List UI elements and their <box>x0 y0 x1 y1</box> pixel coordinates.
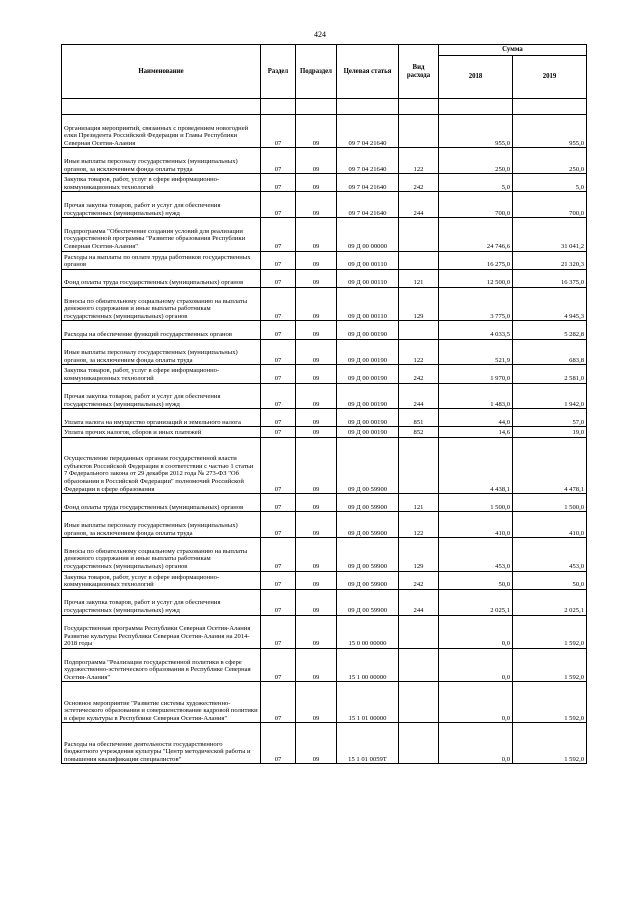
row-vid: 244 <box>399 383 439 409</box>
row-vid: 129 <box>399 538 439 571</box>
row-sum-2018: 0,0 <box>439 649 513 682</box>
row-name: Расходы на обеспечение деятельности государственного бюджетного учреждения культуры "Центр методической работы и повышения квалификации специалистов" <box>62 723 261 764</box>
row-celevaya: 09 Д 00 00110 <box>337 269 399 287</box>
table-row <box>62 287 587 320</box>
row-vid: 852 <box>399 427 439 438</box>
row-name: Основное мероприятие "Развитие системы художественно-эстетического образования и совершенствование кадровой политики в сфере культуры в Республике Северная Осетия-Алания" <box>62 682 261 723</box>
row-sum-2019: 4 945,3 <box>513 287 587 320</box>
row-vid <box>399 321 439 339</box>
header-summa: Сумма <box>439 45 587 56</box>
table-row <box>62 321 587 339</box>
row-celevaya: 09 Д 00 00190 <box>337 409 399 427</box>
row-celevaya: 15 1 00 00000 <box>337 649 399 682</box>
row-razdel: 07 <box>261 287 296 320</box>
row-name: Осуществление переданных органам государственной власти субъектов Российской Федерации в соответствии с частью 1 статьи 7 Федерального закона от 29 декабря 2012 года № 273-ФЗ "Об образовании в Российской Федерации" полномочий Российской Федерации в сфере образования <box>62 438 261 494</box>
row-sum-2019: 410,0 <box>513 512 587 538</box>
row-sum-2019: 453,0 <box>513 538 587 571</box>
row-celevaya: 15 0 00 00000 <box>337 615 399 648</box>
row-razdel: 07 <box>261 589 296 615</box>
row-sum-2019: 1 592,0 <box>513 615 587 648</box>
row-sum-2019: 2 581,0 <box>513 365 587 383</box>
row-celevaya: 09 Д 00 00190 <box>337 427 399 438</box>
header-celevaya: Целевая статья <box>337 45 399 99</box>
row-razdel: 07 <box>261 148 296 174</box>
row-razdel: 07 <box>261 192 296 218</box>
row-vid <box>399 218 439 251</box>
row-sum-2019: 2 025,1 <box>513 589 587 615</box>
row-vid: 121 <box>399 269 439 287</box>
row-razdel: 07 <box>261 409 296 427</box>
row-sum-2019: 50,0 <box>513 571 587 589</box>
row-sum-2018: 955,0 <box>439 115 513 148</box>
row-sum-2018: 521,9 <box>439 339 513 365</box>
row-sum-2019: 700,0 <box>513 192 587 218</box>
table-row <box>62 192 587 218</box>
row-name: Фонд оплаты труда государственных (муниципальных) органов <box>62 494 261 512</box>
row-podrazdel: 09 <box>296 218 337 251</box>
row-name: Организация мероприятий, связанных с проведением новогодней елки Президента Российской Федерации и Главы Республики Северная Осетия-Алания <box>62 115 261 148</box>
row-celevaya: 09 Д 00 00110 <box>337 287 399 320</box>
table-row <box>62 723 587 764</box>
row-name: Расходы на обеспечение функций государственных органов <box>62 321 261 339</box>
table-row <box>62 649 587 682</box>
row-sum-2018: 12 500,0 <box>439 269 513 287</box>
row-razdel: 07 <box>261 682 296 723</box>
row-razdel: 07 <box>261 321 296 339</box>
table-row <box>62 682 587 723</box>
table-row <box>62 383 587 409</box>
table-row <box>62 427 587 438</box>
row-podrazdel: 09 <box>296 571 337 589</box>
header-vid: Вид расхода <box>399 45 439 99</box>
row-vid: 242 <box>399 571 439 589</box>
row-podrazdel: 09 <box>296 174 337 192</box>
row-razdel: 07 <box>261 269 296 287</box>
row-celevaya: 09 Д 00 59900 <box>337 512 399 538</box>
row-podrazdel: 09 <box>296 115 337 148</box>
row-vid: 122 <box>399 148 439 174</box>
row-sum-2018: 250,0 <box>439 148 513 174</box>
row-name: Фонд оплаты труда государственных (муниципальных) органов <box>62 269 261 287</box>
row-celevaya: 09 Д 00 00110 <box>337 251 399 269</box>
header-2019: 2019 <box>513 56 587 99</box>
row-name: Расходы на выплаты по оплате труда работников государственных органов <box>62 251 261 269</box>
table-row <box>62 339 587 365</box>
row-name: Подпрограмма "Реализация государственной политики в сфере художественно-эстетического образования в Республике Северная Осетия-Алания" <box>62 649 261 682</box>
row-vid: 122 <box>399 512 439 538</box>
table-row <box>62 615 587 648</box>
table-row <box>62 218 587 251</box>
row-vid <box>399 615 439 648</box>
row-sum-2019: 1 500,0 <box>513 494 587 512</box>
row-podrazdel: 09 <box>296 192 337 218</box>
row-razdel: 07 <box>261 538 296 571</box>
row-sum-2019: 1 592,0 <box>513 723 587 764</box>
table-row <box>62 251 587 269</box>
row-sum-2019: 31 041,2 <box>513 218 587 251</box>
table-row <box>62 409 587 427</box>
table-body <box>62 99 587 764</box>
row-podrazdel: 09 <box>296 538 337 571</box>
row-sum-2018: 1 970,0 <box>439 365 513 383</box>
header-razdel: Раздел <box>261 45 296 99</box>
row-sum-2019: 1 592,0 <box>513 649 587 682</box>
row-razdel: 07 <box>261 723 296 764</box>
row-name: Подпрограмма "Обеспечение создания условий для реализации государственной программы "Развитие образования Республики Северная Осетия-Алания" <box>62 218 261 251</box>
row-vid: 129 <box>399 287 439 320</box>
row-podrazdel: 09 <box>296 723 337 764</box>
row-razdel: 07 <box>261 571 296 589</box>
row-razdel: 07 <box>261 383 296 409</box>
table-row <box>62 538 587 571</box>
row-celevaya: 09 7 04 21640 <box>337 115 399 148</box>
row-razdel: 07 <box>261 438 296 494</box>
row-podrazdel: 09 <box>296 365 337 383</box>
row-name: Иные выплаты персоналу государственных (муниципальных) органов, за исключением фонда оплаты труда <box>62 512 261 538</box>
header-podrazdel: Подраздел <box>296 45 337 99</box>
table-row <box>62 438 587 494</box>
row-vid: 242 <box>399 365 439 383</box>
table-row <box>62 512 587 538</box>
row-razdel: 07 <box>261 365 296 383</box>
row-sum-2019: 250,0 <box>513 148 587 174</box>
row-sum-2018: 24 746,6 <box>439 218 513 251</box>
row-sum-2018: 0,0 <box>439 615 513 648</box>
row-name: Закупка товаров, работ, услуг в сфере информационно-коммуникационных технологий <box>62 571 261 589</box>
row-sum-2018: 0,0 <box>439 682 513 723</box>
row-name: Взносы по обязательному социальному страхованию на выплаты денежного содержания и иные выплаты работникам государственных (муниципальных) органов <box>62 287 261 320</box>
row-sum-2018: 1 483,0 <box>439 383 513 409</box>
row-sum-2019: 1 942,0 <box>513 383 587 409</box>
row-podrazdel: 09 <box>296 512 337 538</box>
row-podrazdel: 09 <box>296 409 337 427</box>
row-name: Иные выплаты персоналу государственных (муниципальных) органов, за исключением фонда оплаты труда <box>62 148 261 174</box>
row-sum-2018: 50,0 <box>439 571 513 589</box>
row-sum-2019: 5,0 <box>513 174 587 192</box>
row-podrazdel: 09 <box>296 438 337 494</box>
row-vid: 244 <box>399 589 439 615</box>
row-vid: 851 <box>399 409 439 427</box>
row-celevaya: 09 Д 00 59900 <box>337 538 399 571</box>
row-name: Прочая закупка товаров, работ и услуг для обеспечения государственных (муниципальных) нужд <box>62 589 261 615</box>
row-vid: 121 <box>399 494 439 512</box>
row-razdel: 07 <box>261 174 296 192</box>
row-sum-2018: 0,0 <box>439 723 513 764</box>
row-sum-2018: 5,0 <box>439 174 513 192</box>
row-vid: 122 <box>399 339 439 365</box>
row-celevaya: 09 Д 00 59900 <box>337 589 399 615</box>
row-name: Иные выплаты персоналу государственных (муниципальных) органов, за исключением фонда оплаты труда <box>62 339 261 365</box>
table-row <box>62 571 587 589</box>
row-vid: 244 <box>399 192 439 218</box>
row-sum-2018: 4 033,5 <box>439 321 513 339</box>
row-sum-2019: 4 478,1 <box>513 438 587 494</box>
row-razdel: 07 <box>261 512 296 538</box>
row-podrazdel: 09 <box>296 269 337 287</box>
row-sum-2018: 16 275,0 <box>439 251 513 269</box>
row-name: Прочая закупка товаров, работ и услуг для обеспечения государственных (муниципальных) нужд <box>62 192 261 218</box>
row-sum-2019: 955,0 <box>513 115 587 148</box>
row-name: Уплата прочих налогов, сборов и иных платежей <box>62 427 261 438</box>
row-podrazdel: 09 <box>296 649 337 682</box>
table-row <box>62 148 587 174</box>
row-vid <box>399 251 439 269</box>
row-vid <box>399 115 439 148</box>
row-podrazdel: 09 <box>296 615 337 648</box>
row-name: Закупка товаров, работ, услуг в сфере информационно-коммуникационных технологий <box>62 174 261 192</box>
row-razdel: 07 <box>261 494 296 512</box>
row-razdel: 07 <box>261 251 296 269</box>
row-sum-2018: 2 025,1 <box>439 589 513 615</box>
budget-table <box>61 44 587 764</box>
row-razdel: 07 <box>261 615 296 648</box>
row-podrazdel: 09 <box>296 682 337 723</box>
row-sum-2018: 410,0 <box>439 512 513 538</box>
row-sum-2019: 5 282,8 <box>513 321 587 339</box>
row-celevaya: 09 Д 00 00190 <box>337 383 399 409</box>
row-name: Уплата налога на имущество организаций и земельного налога <box>62 409 261 427</box>
row-sum-2019: 16 375,0 <box>513 269 587 287</box>
row-name: Закупка товаров, работ, услуг в сфере информационно-коммуникационных технологий <box>62 365 261 383</box>
row-celevaya: 09 7 04 21640 <box>337 174 399 192</box>
row-vid: 242 <box>399 174 439 192</box>
row-vid <box>399 438 439 494</box>
row-podrazdel: 09 <box>296 589 337 615</box>
row-razdel: 07 <box>261 339 296 365</box>
row-sum-2018: 4 438,1 <box>439 438 513 494</box>
row-celevaya: 09 Д 00 59900 <box>337 571 399 589</box>
row-podrazdel: 09 <box>296 321 337 339</box>
row-podrazdel: 09 <box>296 251 337 269</box>
row-podrazdel: 09 <box>296 287 337 320</box>
row-celevaya: 09 Д 00 00190 <box>337 365 399 383</box>
header-gap <box>62 99 587 115</box>
table-row <box>62 115 587 148</box>
row-vid <box>399 682 439 723</box>
row-sum-2018: 453,0 <box>439 538 513 571</box>
row-name: Государственная программа Республики Северная Осетия-Алания Развитие культуры Республики Северная Осетия-Алания на 2014-2018 годы <box>62 615 261 648</box>
row-sum-2019: 57,0 <box>513 409 587 427</box>
page-number: 424 <box>314 30 326 39</box>
row-vid <box>399 649 439 682</box>
table-row <box>62 269 587 287</box>
row-sum-2019: 21 320,3 <box>513 251 587 269</box>
row-celevaya: 09 Д 00 59900 <box>337 494 399 512</box>
row-name: Взносы по обязательному социальному страхованию на выплаты денежного содержания и иные выплаты работникам государственных (муниципальных) органов <box>62 538 261 571</box>
row-sum-2018: 700,0 <box>439 192 513 218</box>
row-celevaya: 15 1 01 00000 <box>337 682 399 723</box>
row-sum-2019: 683,8 <box>513 339 587 365</box>
row-podrazdel: 09 <box>296 339 337 365</box>
row-sum-2018: 1 500,0 <box>439 494 513 512</box>
row-sum-2019: 19,0 <box>513 427 587 438</box>
table-row <box>62 365 587 383</box>
row-celevaya: 09 7 04 21640 <box>337 148 399 174</box>
table-row <box>62 174 587 192</box>
header-name: Наименование <box>62 45 261 99</box>
table-row <box>62 589 587 615</box>
row-sum-2019: 1 592,0 <box>513 682 587 723</box>
row-sum-2018: 14,6 <box>439 427 513 438</box>
row-celevaya: 09 7 04 21640 <box>337 192 399 218</box>
row-podrazdel: 09 <box>296 427 337 438</box>
row-sum-2018: 3 775,0 <box>439 287 513 320</box>
row-razdel: 07 <box>261 115 296 148</box>
row-celevaya: 15 1 01 0059Т <box>337 723 399 764</box>
row-celevaya: 09 Д 00 59900 <box>337 438 399 494</box>
row-celevaya: 09 Д 00 00190 <box>337 321 399 339</box>
table-row <box>62 494 587 512</box>
row-sum-2018: 44,0 <box>439 409 513 427</box>
row-celevaya: 09 Д 00 00000 <box>337 218 399 251</box>
row-name: Прочая закупка товаров, работ и услуг для обеспечения государственных (муниципальных) нужд <box>62 383 261 409</box>
row-vid <box>399 723 439 764</box>
row-celevaya: 09 Д 00 00190 <box>337 339 399 365</box>
row-razdel: 07 <box>261 218 296 251</box>
row-razdel: 07 <box>261 427 296 438</box>
row-podrazdel: 09 <box>296 494 337 512</box>
row-podrazdel: 09 <box>296 148 337 174</box>
row-podrazdel: 09 <box>296 383 337 409</box>
row-razdel: 07 <box>261 649 296 682</box>
header-2018: 2018 <box>439 56 513 99</box>
